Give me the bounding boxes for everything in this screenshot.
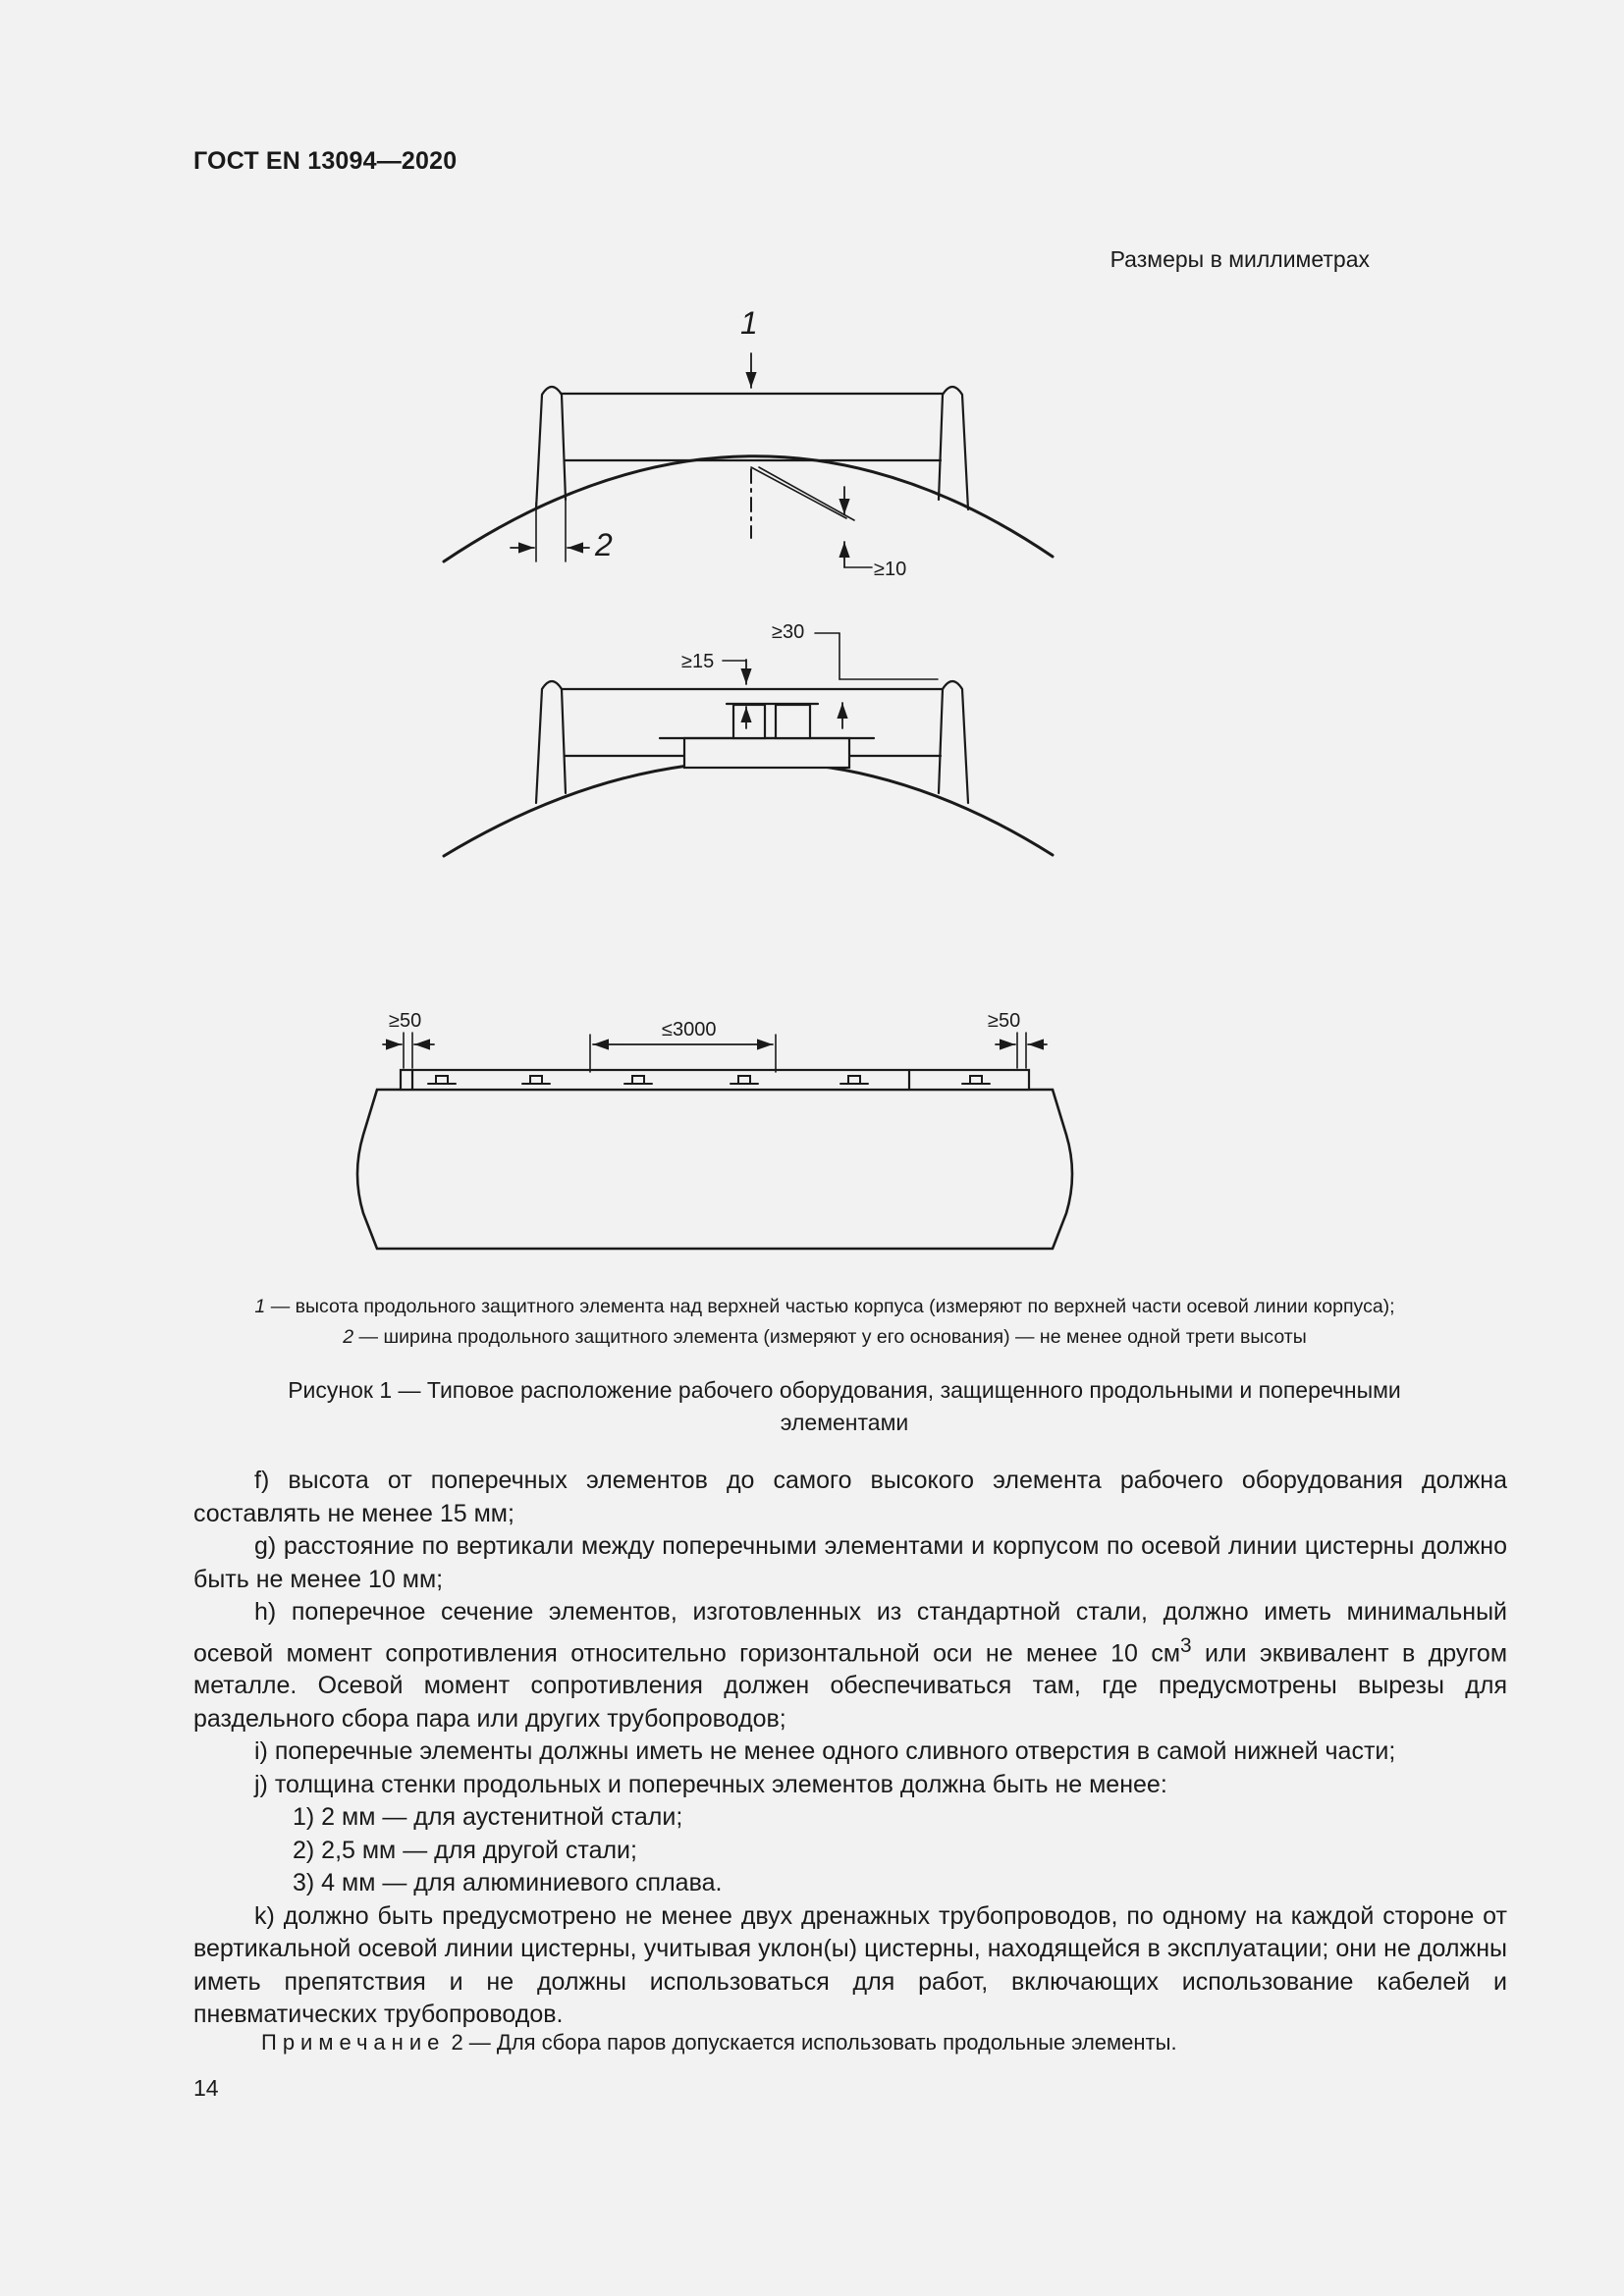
legend-text: — высота продольного защитного элемента над верхней частью корпуса (измеряют по верхней части осевой линии корпуса); (265, 1296, 1395, 1317)
dim-min-15-label: ≥15 (681, 651, 715, 672)
page-number: 14 (193, 2075, 219, 2101)
tank-body-side (357, 1090, 1072, 1249)
longitudinal-rail (401, 1070, 1029, 1090)
equipment-base (684, 738, 849, 768)
item-h-part-1: h) поперечное сечение элементов, изготовленных из стандартной стали, должно иметь минимальный осевой момент сопротивления относительно горизонтальной оси не менее 10 см (193, 1598, 1507, 1667)
item-j-3: 3) 4 мм — для алюминиевого сплава. (293, 1869, 723, 1897)
item-j-2: 2) 2,5 мм — для другой стали; (293, 1836, 637, 1864)
item-k: k) должно быть предусмотрено не менее двух дренажных трубопроводов, по одному на каждой стороне от вертикальной осевой линии цистерны, учитывая уклон(ы) цистерны, находящейся в эксплуатации; они не должны иметь препятствия и не должны использоваться для работ, включающих использование кабелей и пневматических трубопроводов. (193, 1901, 1507, 2029)
document-header: ГОСТ EN 13094—2020 (193, 147, 458, 175)
note-label: Примечание (261, 2030, 446, 2055)
note (261, 2030, 1177, 2056)
dim-min-10-label: ≥10 (874, 559, 907, 580)
equipment-body (733, 705, 765, 738)
view-cross-section-2 (444, 633, 1053, 856)
caption-line-1: Рисунок 1 — Типовое расположение рабочего оборудования, защищенного продольными и поперечными (288, 1377, 1401, 1403)
dim-min-30-label: ≥30 (772, 621, 805, 643)
item-j-1: 1) 2 мм — для аустенитной стали; (293, 1803, 683, 1832)
superscript-3: 3 (1180, 1633, 1192, 1657)
note-text: 2 — Для сбора паров допускается использовать продольные элементы. (445, 2030, 1177, 2055)
body-text (193, 1465, 1507, 2032)
figure-caption (236, 1374, 1453, 1439)
tank-shell-arc-2 (444, 762, 1053, 856)
figure-legend-item-2 (137, 1322, 1512, 1353)
right-guard-element (939, 387, 968, 509)
item-j: j) толщина стенки продольных и поперечных элементов должна быть не менее: (254, 1770, 1167, 1798)
legend-text: — ширина продольного защитного элемента (измеряют у его основания) — не менее одной трети высоты (353, 1326, 1307, 1348)
item-h-part-2: или эквивалент в другом металле. Осевой момент сопротивления должен обеспечиваться там, где предусмотрены вырезы для раздельного сбора пара или других трубопроводов; (193, 1638, 1508, 1733)
legend-number: 2 (343, 1326, 354, 1348)
legend-number: 1 (254, 1296, 266, 1317)
item-i: i) поперечные элементы должны иметь не менее одного сливного отверстия в самой нижней части; (254, 1737, 1396, 1766)
item-f: f) высота от поперечных элементов до самого высокого элемента рабочего оборудования должна составлять не менее 15 мм; (193, 1467, 1507, 1527)
view-cross-section-1 (444, 353, 1053, 567)
left-guard-element (536, 387, 566, 509)
figure-legend-item-1 (137, 1292, 1512, 1322)
item-h (193, 1596, 1507, 1735)
item-g: g) расстояние по вертикали между поперечными элементами и корпусом по осевой линии цистерны должно быть не менее 10 мм; (193, 1532, 1507, 1593)
dimensions-note: Размеры в миллиметрах (1110, 246, 1370, 272)
callout-1-label: 1 (740, 305, 758, 341)
callout-2-label: 2 (595, 527, 613, 562)
dim-min-50-right-label: ≥50 (988, 1010, 1021, 1032)
dim-min-50-left-label: ≥50 (389, 1010, 422, 1032)
dim-max-3000-label: ≤3000 (662, 1019, 717, 1041)
caption-line-2: элементами (780, 1410, 909, 1435)
view-side (357, 1033, 1072, 1249)
